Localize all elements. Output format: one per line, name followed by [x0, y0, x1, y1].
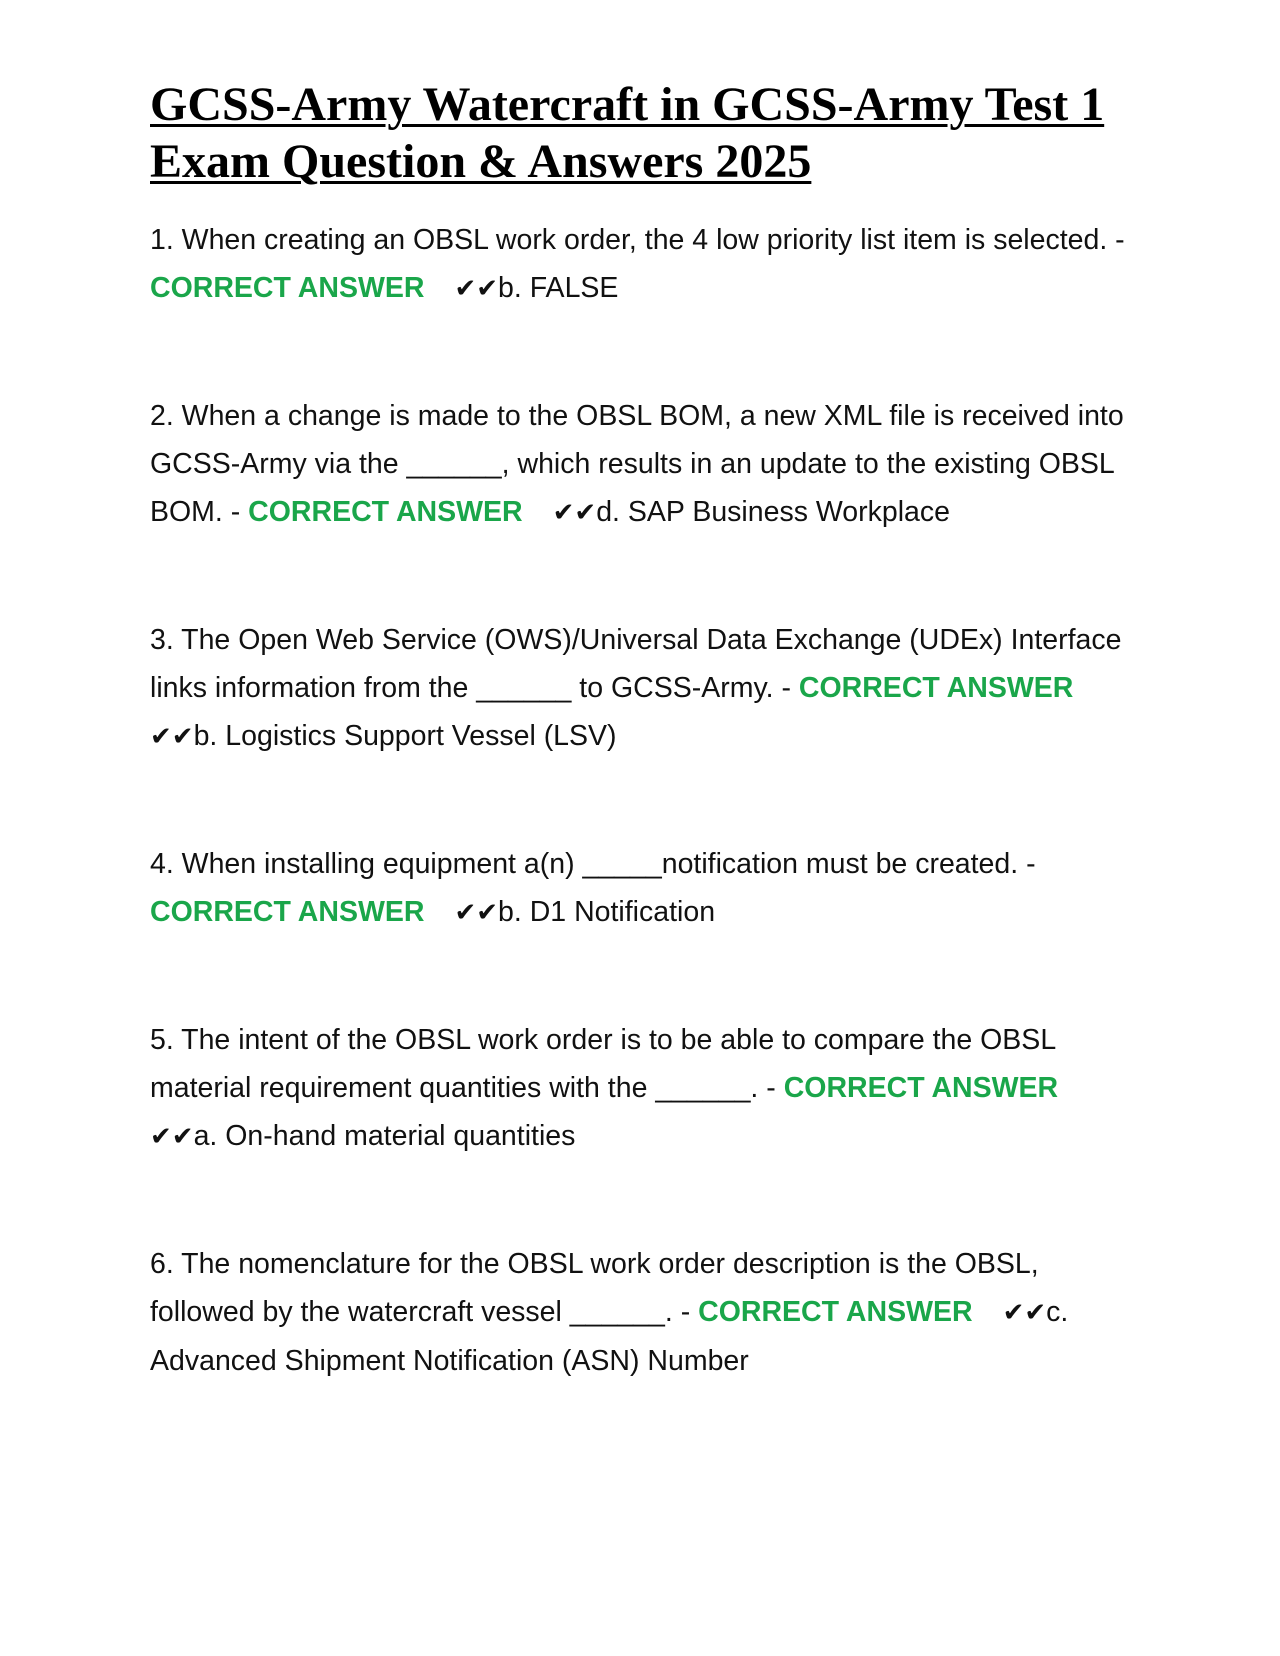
check-marks-icon: ✔✔ — [150, 1122, 194, 1152]
check-marks-icon: ✔✔ — [150, 722, 194, 752]
check-marks-icon: ✔✔ — [552, 498, 597, 528]
correct-answer-label: CORRECT ANSWER — [783, 1072, 1059, 1104]
answer-text: c. Advanced Shipment Notification (ASN) Number — [150, 1296, 1069, 1377]
question-2 — [150, 392, 1125, 537]
answer-text: b. Logistics Support Vessel (LSV) — [193, 720, 617, 752]
correct-answer-label: CORRECT ANSWER — [150, 896, 425, 928]
question-5 — [150, 1016, 1125, 1161]
answer-text: a. On-hand material quantities — [193, 1120, 576, 1152]
check-marks-icon: ✔✔ — [454, 274, 499, 304]
question-text: 5. The intent of the OBSL work order is to be able to compare the OBSL material requirement quantities with the ______. - — [150, 1024, 1056, 1104]
document-title: GCSS-Army Watercraft in GCSS-Army Test 1 Exam Question & Answers 2025 — [150, 78, 1105, 188]
question-text: 4. When installing equipment a(n) _____notification must be created. - — [150, 848, 1036, 880]
answer-text: b. D1 Notification — [498, 896, 716, 928]
question-text: 3. The Open Web Service (OWS)/Universal Data Exchange (UDEx) Interface links information from the ______ to GCSS-Army. - — [150, 624, 1122, 704]
question-text: 1. When creating an OBSL work order, the 4 low priority list item is selected. - — [150, 224, 1125, 256]
question-4 — [150, 840, 1125, 937]
correct-answer-label: CORRECT ANSWER — [798, 672, 1074, 704]
check-marks-icon: ✔✔ — [1002, 1298, 1047, 1328]
answer-text: d. SAP Business Workplace — [596, 496, 950, 528]
correct-answer-label: CORRECT ANSWER — [248, 496, 523, 528]
correct-answer-label: CORRECT ANSWER — [150, 272, 425, 304]
answer-text: b. FALSE — [498, 272, 619, 304]
question-text: 6. The nomenclature for the OBSL work order description is the OBSL, followed by the watercraft vessel ______. - — [150, 1248, 1039, 1328]
question-3 — [150, 616, 1125, 761]
question-6 — [150, 1240, 1125, 1385]
correct-answer-label: CORRECT ANSWER — [698, 1296, 973, 1328]
question-1 — [150, 216, 1125, 313]
document-page — [150, 76, 1130, 1464]
check-marks-icon: ✔✔ — [454, 898, 499, 928]
question-text: 2. When a change is made to the OBSL BOM, a new XML file is received into GCSS-Army via the ______, which results in an update to the existing OBSL BOM. - — [150, 400, 1124, 528]
